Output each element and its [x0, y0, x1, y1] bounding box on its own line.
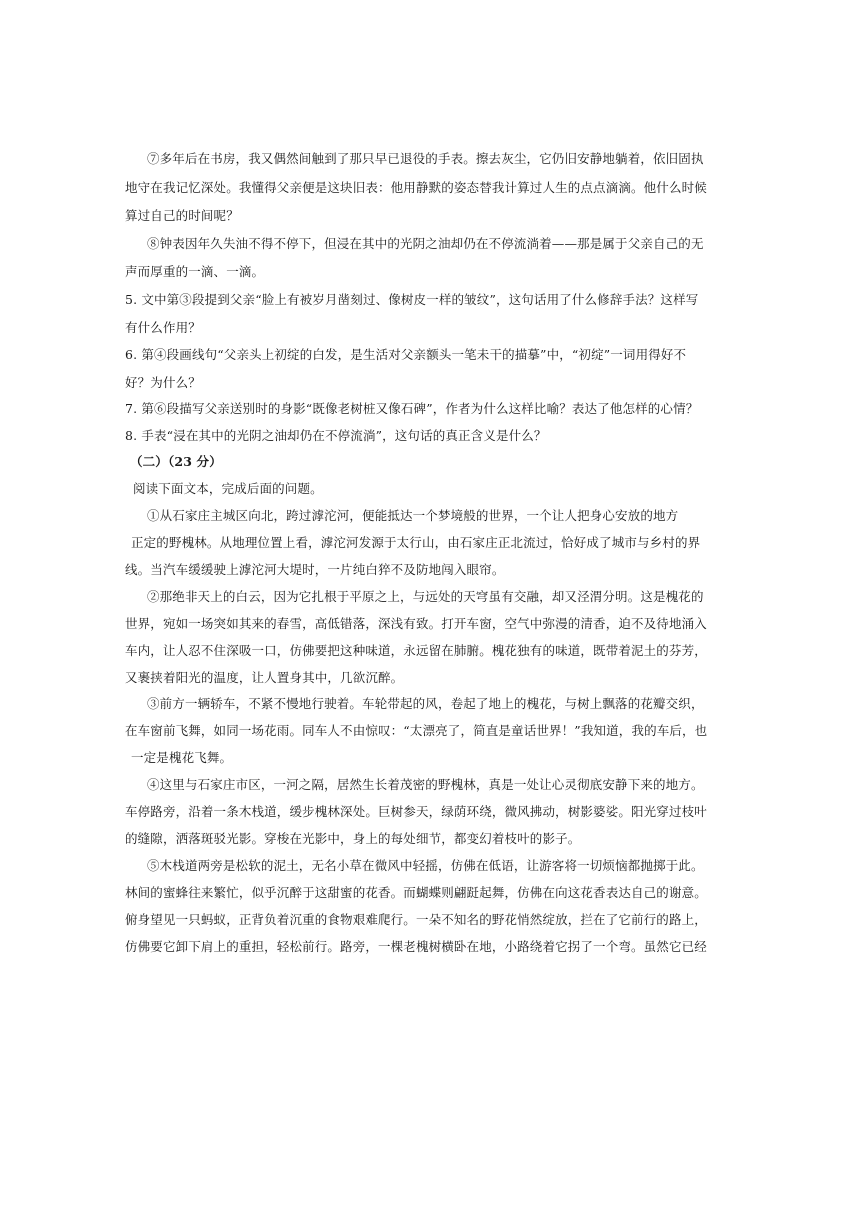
passage-paragraph-2-line-4: 又裹挟着阳光的温度，让人置身其中，几欲沉醉。: [125, 670, 404, 685]
passage-paragraph-3-line-3: 一定是槐花飞舞。: [131, 750, 233, 765]
question-5-line-2: 有什么作用？: [125, 320, 201, 335]
question-5-line-1: 5. 文中第③段提到父亲“脸上有被岁月凿刻过、像树皮一样的皱纹”，这句话用了什么修辞手法？这样写: [125, 292, 699, 307]
passage-paragraph-5-line-3: 俯身望见一只蚂蚁，正背负着沉重的食物艰难爬行。一朵不知名的野花悄然绽放，拦在了它前行的路上，: [125, 912, 707, 927]
paragraph-7-line-2: 地守在我记忆深处。我懂得父亲便是这块旧表：他用静默的姿态替我计算过人生的点点滴滴。他什么时候: [125, 180, 707, 195]
passage-paragraph-1-line-1: ①从石家庄主城区向北，跨过滹沱河，便能抵达一个梦境般的世界，一个让人把身心安放的地方: [147, 508, 679, 523]
passage-paragraph-4-line-3: 的缝隙，洒落斑驳光影。穿梭在光影中，身上的每处细节，都变幻着枝叶的影子。: [125, 831, 581, 846]
passage-paragraph-5-line-4: 仿佛要它卸下肩上的重担，轻松前行。路旁，一棵老槐树横卧在地，小路绕着它拐了一个弯。虽然它已经: [125, 939, 707, 954]
section-heading: （二）（23 分）: [130, 454, 222, 469]
question-6-line-1: 6. 第④段画线句“父亲头上初绽的白发，是生活对父亲额头一笔未干的描摹”中，“初绽”一词用得好不: [125, 347, 687, 362]
passage-paragraph-1-line-3: 线。当汽车缓缓驶上滹沱河大堤时，一片纯白猝不及防地闯入眼帘。: [125, 562, 505, 577]
passage-paragraph-3-line-1: ③前方一辆轿车，不紧不慢地行驶着。车轮带起的风，卷起了地上的槐花，与树上飘落的花瓣交织，: [147, 696, 704, 711]
question-8: 8. 手表“浸在其中的光阴之油却仍在不停流淌”，这句话的真正含义是什么？: [125, 428, 547, 443]
paragraph-7-line-3: 算过自己的时间呢？: [125, 208, 239, 223]
question-6-line-2: 好？为什么？: [125, 375, 201, 390]
passage-paragraph-2-line-2: 世界，宛如一场突如其来的春雪，高低错落，深浅有致。打开车窗，空气中弥漫的清香，迫不及待地涌入: [125, 616, 707, 631]
paragraph-8-line-1: ⑧钟表因年久失油不得不停下，但浸在其中的光阴之油却仍在不停流淌着——那是属于父亲自己的无: [147, 236, 704, 251]
passage-paragraph-4-line-1: ④这里与石家庄市区，一河之隔，居然生长着茂密的野槐林，真是一处让心灵彻底安静下来的地方。: [147, 777, 704, 792]
passage-paragraph-4-line-2: 车停路旁，沿着一条木栈道，缓步槐林深处。巨树参天，绿荫环绕，微风拂动，树影婆娑。阳光穿过枝叶: [125, 804, 707, 819]
passage-paragraph-1-line-2: 正定的野槐林。从地理位置上看，滹沱河发源于太行山，由石家庄正北流过，恰好成了城市与乡村的界: [131, 535, 701, 550]
passage-paragraph-5-line-2: 林间的蜜蜂往来繁忙，似乎沉醉于这甜蜜的花香。而蝴蝶则翩跹起舞，仿佛在向这花香表达自己的谢意。: [125, 885, 707, 900]
passage-paragraph-5-line-1: ⑤木栈道两旁是松软的泥土，无名小草在微风中轻摇，仿佛在低语，让游客将一切烦恼都抛掷于此。: [147, 858, 704, 873]
passage-paragraph-2-line-3: 车内，让人忍不住深吸一口，仿佛要把这种味道，永远留在肺腑。槐花独有的味道，既带着泥土的芬芳，: [125, 643, 707, 658]
paragraph-7-line-1: ⑦多年后在书房，我又偶然间触到了那只早已退役的手表。擦去灰尘，它仍旧安静地躺着，依旧固执: [147, 151, 704, 166]
passage-paragraph-2-line-1: ②那绝非天上的白云，因为它扎根于平原之上，与远处的天穹虽有交融，却又泾渭分明。这是槐花的: [147, 589, 704, 604]
section-instruction: 阅读下面文本，完成后面的问题。: [133, 481, 323, 496]
paragraph-8-line-2: 声而厚重的一滴、一滴。: [125, 264, 265, 279]
question-7: 7. 第⑥段描写父亲送别时的身影“既像老树桩又像石碑”，作者为什么这样比喻？表达了他怎样的心情？: [125, 401, 699, 416]
passage-paragraph-3-line-2: 在车窗前飞舞，如同一场花雨。同车人不由惊叹：“太漂亮了，简直是童话世界！”我知道，我的车后，也: [125, 723, 708, 738]
